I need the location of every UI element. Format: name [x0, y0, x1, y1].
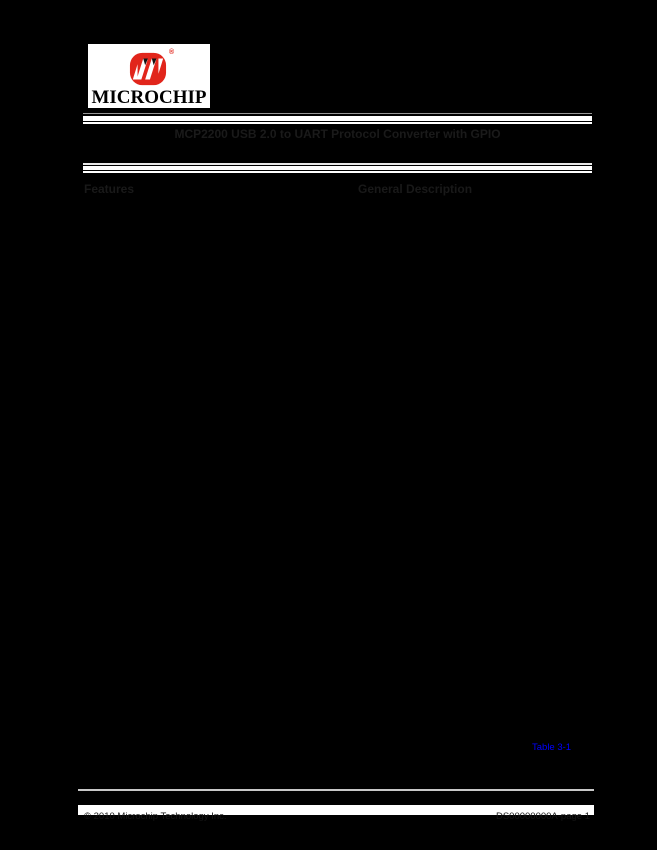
- registered-trademark: ®: [169, 49, 175, 56]
- header-rule-top: [83, 113, 592, 124]
- footer-rule: [78, 789, 594, 791]
- microchip-logo: [88, 44, 210, 108]
- header-rule-bottom: [83, 163, 592, 173]
- footer-copyright: © 2010 Microchip Technology Inc.: [84, 811, 227, 822]
- logo-wordmark: MICROCHIP: [91, 87, 207, 108]
- microchip-emblem-icon: [129, 51, 167, 87]
- footer-doc-number: DS00000000A-page 1: [495, 811, 590, 822]
- general-description-heading: General Description: [358, 182, 473, 196]
- document-title: MCP2200 USB 2.0 to UART Protocol Converter with GPIO: [174, 127, 501, 141]
- features-heading: Features: [84, 182, 135, 196]
- cross-reference-link[interactable]: Table 3-1: [532, 742, 572, 753]
